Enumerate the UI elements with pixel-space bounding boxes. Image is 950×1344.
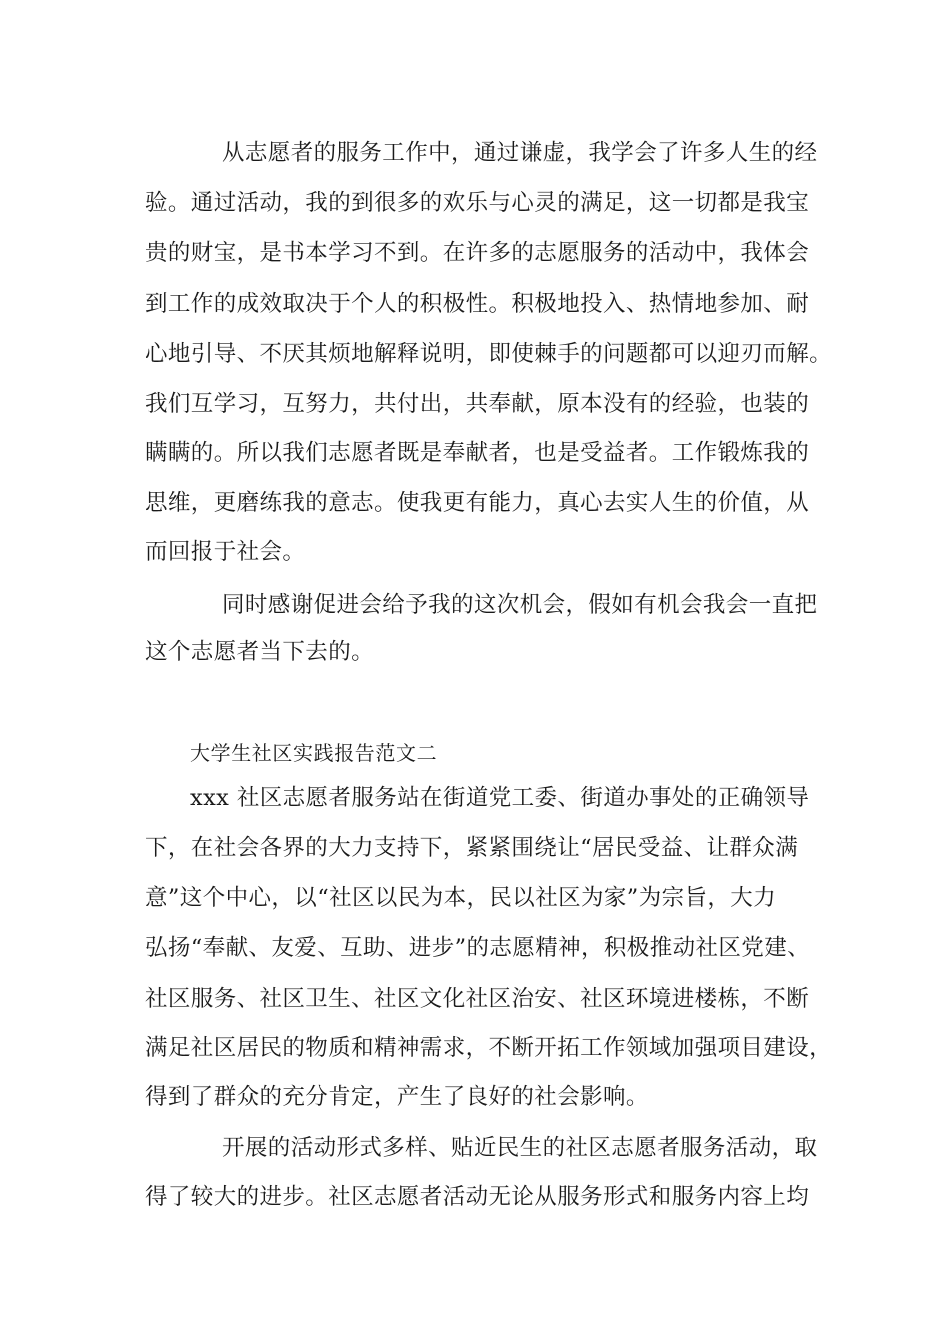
paragraph-2-line-1: 同时感谢促进会给予我的这次机会，假如有机会我会一直把 [222,592,818,618]
paragraph-3-line-4: 弘扬“奉献、友爱、互助、进步”的志愿精神，积极推动社区党建、 [145,935,811,961]
paragraph-4-line-1: 开展的活动形式多样、贴近民生的社区志愿者服务活动，取 [222,1135,818,1161]
paragraph-3-line-5: 社区服务、社区卫生、社区文化社区治安、社区环境进楼栋，不断 [145,986,810,1012]
paragraph-3-line-7: 得到了群众的充分肯定，产生了良好的社会影响。 [145,1084,649,1110]
paragraph-2-line-2: 这个志愿者当下去的。 [145,639,375,665]
paragraph-3-line-6: 满足社区居民的物质和精神需求，不断开拓工作领域加强项目建设， [145,1035,833,1061]
paragraph-3-line-1: xxx 社区志愿者服务站在街道党工委、街道办事处的正确领导 [190,785,810,811]
section-heading: 大学生社区实践报告范文二 [190,741,438,765]
paragraph-1-line-9: 而回报于社会。 [145,539,306,565]
paragraph-4-line-2: 得了较大的进步。社区志愿者活动无论从服务形式和服务内容上均 [145,1184,810,1210]
paragraph-1-line-5: 心地引导、不厌其烦地解释说明，即使棘手的问题都可以迎刃而解。 [145,341,833,367]
paragraph-1-line-8: 思维，更磨练我的意志。使我更有能力，真心去实人生的价值，从 [145,490,810,516]
paragraph-1-line-7: 瞒瞒的。所以我们志愿者既是奉献者，也是受益者。工作锻炼我的 [145,440,810,466]
paragraph-1-line-1: 从志愿者的服务工作中，通过谦虚，我学会了许多人生的经 [222,140,818,166]
paragraph-1-line-2: 验。通过活动，我的到很多的欢乐与心灵的满足，这一切都是我宝 [145,190,810,216]
paragraph-1-line-3: 贵的财宝，是书本学习不到。在许多的志愿服务的活动中，我体会 [145,240,810,266]
paragraph-3-line-2: 下，在社会各界的大力支持下，紧紧围绕让“居民受益、让群众满 [145,835,799,861]
paragraph-1-line-4: 到工作的成效取决于个人的积极性。积极地投入、热情地参加、耐 [145,291,810,317]
paragraph-1-line-6: 我们互学习，互努力，共付出，共奉献，原本没有的经验，也装的 [145,391,810,417]
paragraph-3-line-3: 意”这个中心，以“社区以民为本，民以社区为家”为宗旨，大力 [145,885,777,911]
